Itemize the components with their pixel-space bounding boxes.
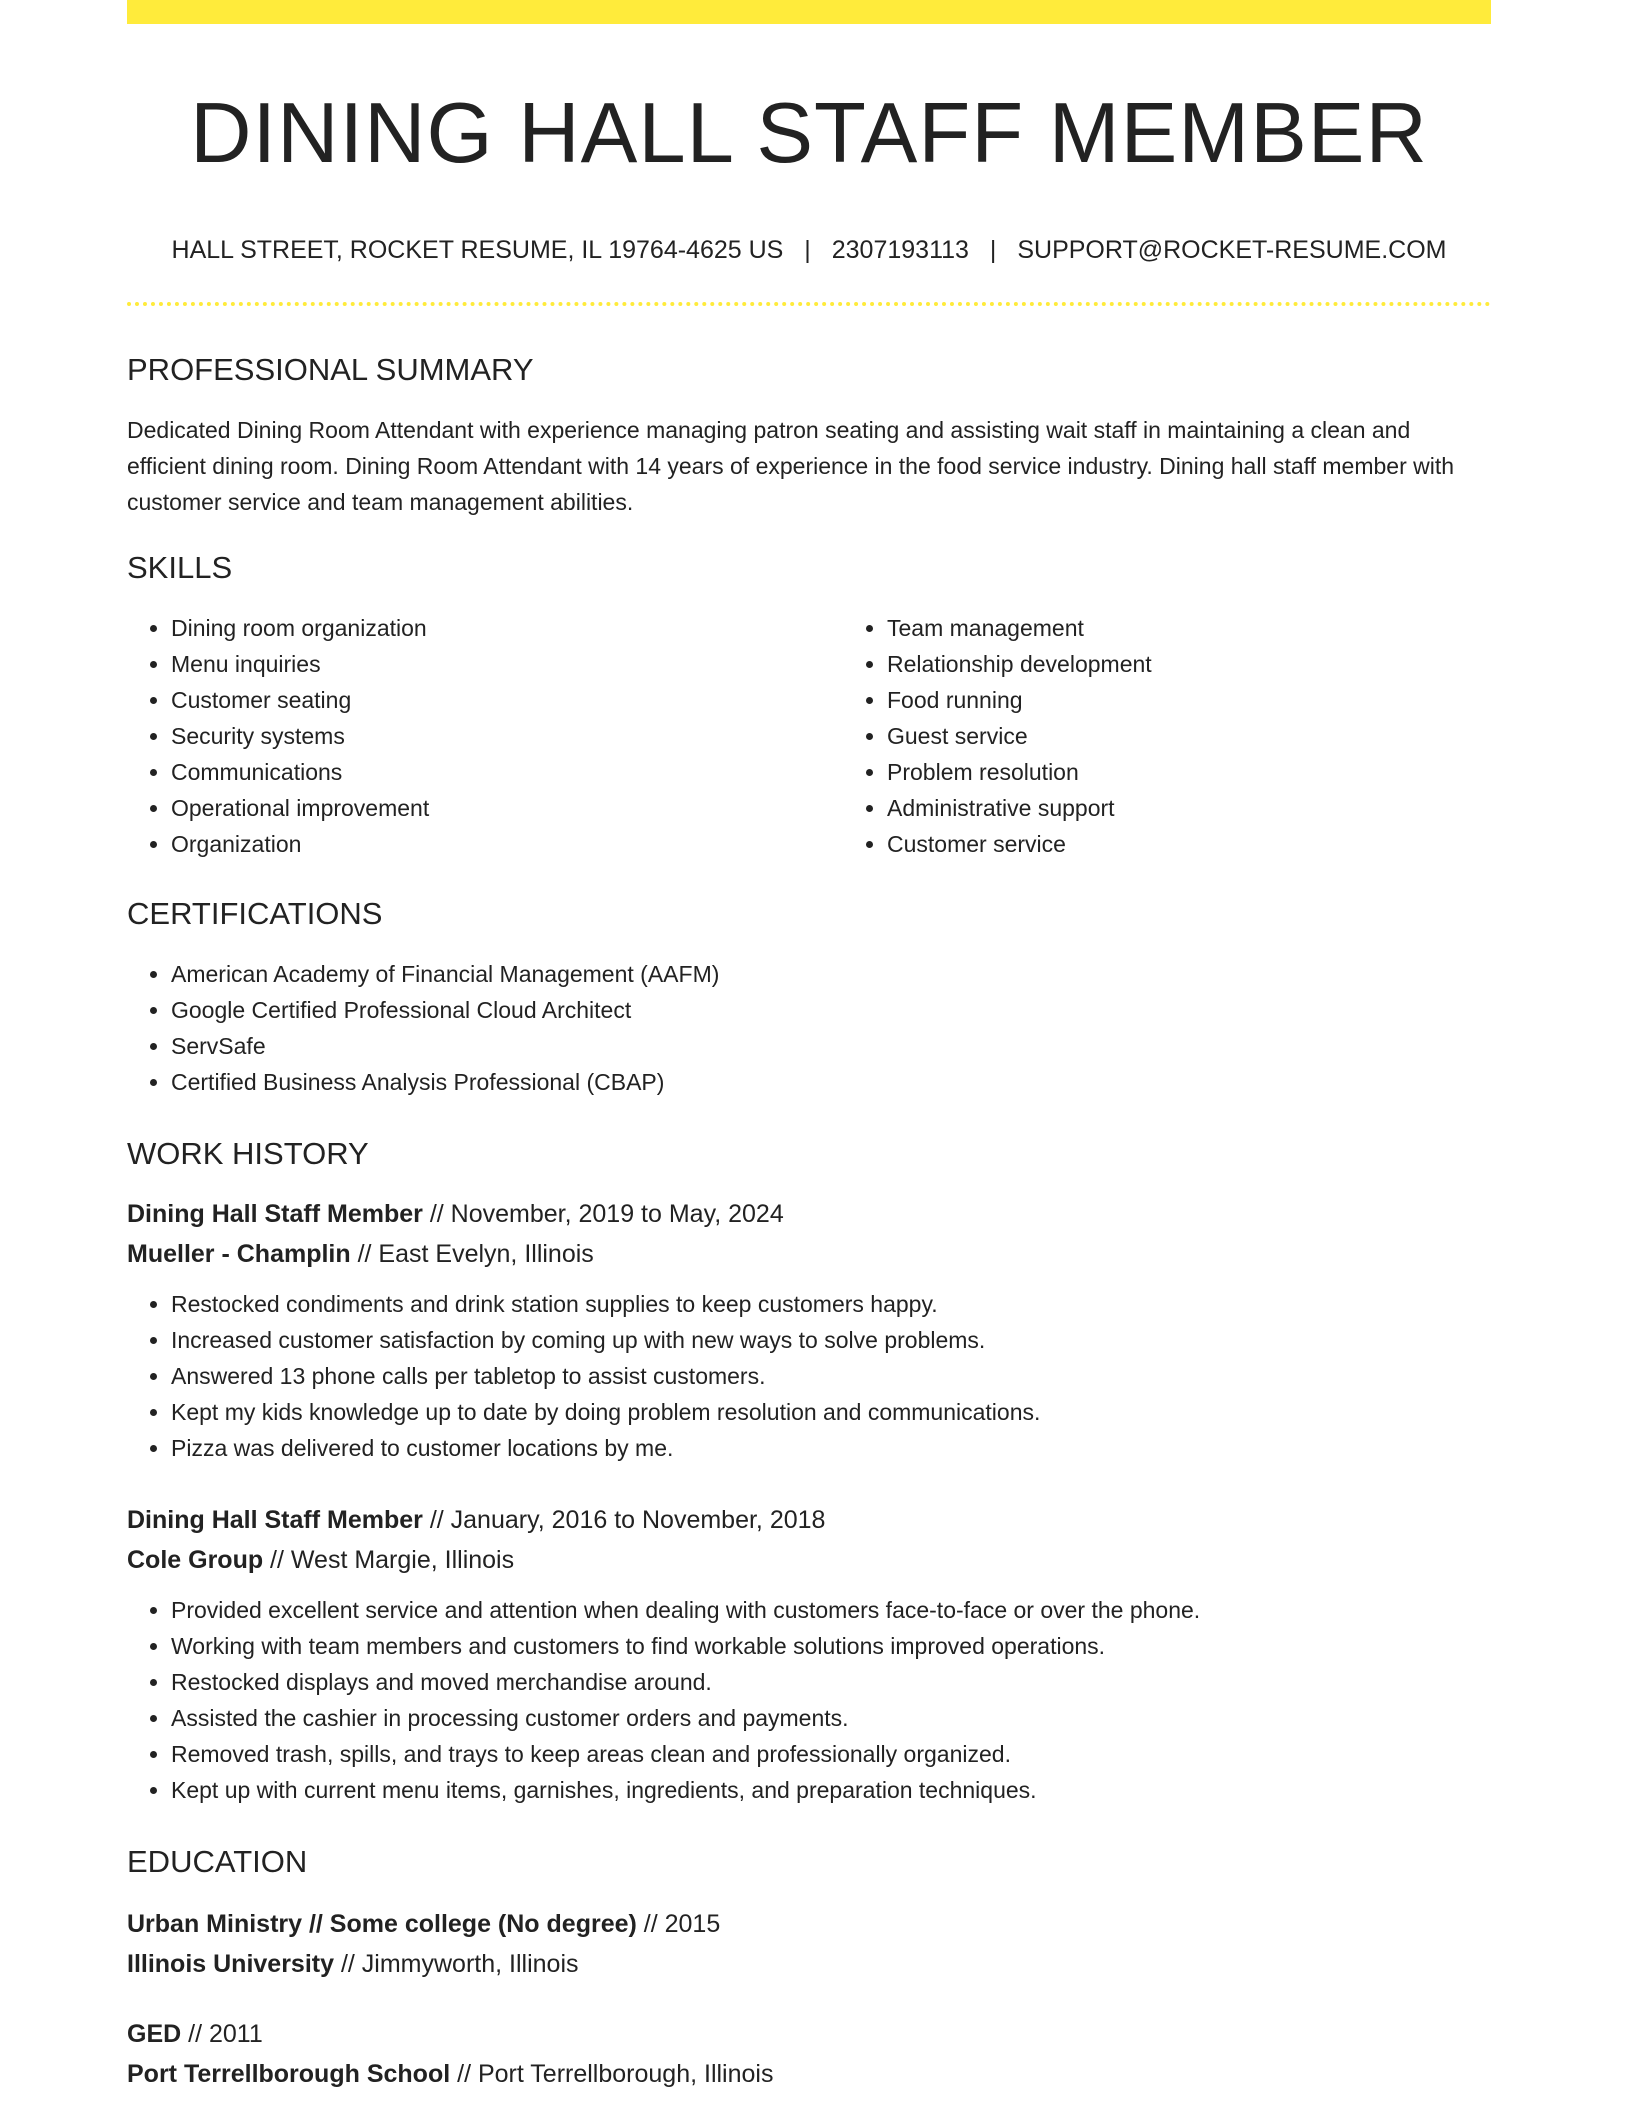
skills-list-right xyxy=(843,610,1559,862)
resume-content xyxy=(127,24,1491,2094)
summary-text: Dedicated Dining Room Attendant with experience managing patron seating and assisting wait staff in maintaining a clean and efficient dining room. Dining Room Attendant with 14 years of experience in the food service industry. Dining hall staff member with customer service and team management abilities. xyxy=(127,417,1455,515)
skills-heading: SKILLS xyxy=(127,550,233,585)
skill-item: • Customer seating xyxy=(171,682,843,718)
education-location: // Jimmyworth, Illinois xyxy=(334,1950,579,1978)
work-history-heading: WORK HISTORY xyxy=(127,1136,369,1171)
job-duty: • Assisted the cashier in processing customer orders and payments. xyxy=(171,1700,1491,1736)
education-year: // 2011 xyxy=(181,2020,263,2048)
education-entry xyxy=(127,1904,1491,1984)
skill-item: • Team management xyxy=(887,610,1559,646)
dotted-divider xyxy=(127,302,1491,306)
job-dates: // January, 2016 to November, 2018 xyxy=(422,1506,826,1534)
contact-phone: 2307193113 xyxy=(831,236,969,264)
job-duty: • Provided excellent service and attention when dealing with customers face-to-face or over the phone. xyxy=(171,1592,1491,1628)
job-title-line xyxy=(127,1194,1491,1234)
job-duty: • Restocked condiments and drink station supplies to keep customers happy. xyxy=(171,1286,1491,1322)
certification-item: • American Academy of Financial Management (AAFM) xyxy=(171,956,1491,992)
certification-item: • Google Certified Professional Cloud Architect xyxy=(171,992,1491,1028)
skill-item: • Guest service xyxy=(887,718,1559,754)
job-entry xyxy=(127,1500,1491,1808)
job-duty: • Kept up with current menu items, garnishes, ingredients, and preparation techniques. xyxy=(171,1772,1491,1808)
certifications-heading: CERTIFICATIONS xyxy=(127,896,383,931)
education-location: // Port Terrellborough, Illinois xyxy=(450,2060,774,2088)
job-duty: • Increased customer satisfaction by coming up with new ways to solve problems. xyxy=(171,1322,1491,1358)
education-school: Illinois University xyxy=(127,1950,335,1978)
skill-item: • Administrative support xyxy=(887,790,1559,826)
top-accent-bar xyxy=(127,0,1491,24)
skills-columns xyxy=(127,610,1491,862)
job-location: // East Evelyn, Illinois xyxy=(350,1240,594,1268)
education-degree: GED xyxy=(127,2020,182,2048)
job-entry xyxy=(127,1194,1491,1466)
skill-item: • Relationship development xyxy=(887,646,1559,682)
skills-list-left xyxy=(127,610,843,862)
job-duty: • Restocked displays and moved merchandise around. xyxy=(171,1664,1491,1700)
job-duty: • Removed trash, spills, and trays to keep areas clean and professionally organized. xyxy=(171,1736,1491,1772)
contact-line xyxy=(127,234,1491,266)
education-school: Port Terrellborough School xyxy=(127,2060,451,2088)
job-company: Cole Group xyxy=(127,1546,264,1574)
contact-address: HALL STREET, ROCKET RESUME, IL 19764-4625 US xyxy=(171,236,784,264)
skill-item: • Operational improvement xyxy=(171,790,843,826)
education-heading: EDUCATION xyxy=(127,1844,308,1879)
education-school-line xyxy=(127,2054,1491,2094)
skill-item: • Menu inquiries xyxy=(171,646,843,682)
resume-name: DINING HALL STAFF MEMBER xyxy=(190,86,1428,181)
skill-item: • Customer service xyxy=(887,826,1559,862)
job-company-line xyxy=(127,1234,1491,1274)
education-entry xyxy=(127,2014,1491,2094)
education-degree-line xyxy=(127,2014,1491,2054)
job-role: Dining Hall Staff Member xyxy=(127,1200,423,1228)
job-company: Mueller - Champlin xyxy=(127,1240,351,1268)
certification-item: • Certified Business Analysis Professional (CBAP) xyxy=(171,1064,1491,1100)
skill-item: • Dining room organization xyxy=(171,610,843,646)
education-school-line xyxy=(127,1944,1491,1984)
summary-heading: PROFESSIONAL SUMMARY xyxy=(127,352,534,387)
job-dates: // November, 2019 to May, 2024 xyxy=(422,1200,784,1228)
skill-item: • Communications xyxy=(171,754,843,790)
skill-item: • Problem resolution xyxy=(887,754,1559,790)
job-location: // West Margie, Illinois xyxy=(263,1546,515,1574)
education-degree-line xyxy=(127,1904,1491,1944)
job-company-line xyxy=(127,1540,1491,1580)
skill-item: • Organization xyxy=(171,826,843,862)
contact-separator: | xyxy=(989,236,997,264)
job-duty: • Answered 13 phone calls per tabletop to assist customers. xyxy=(171,1358,1491,1394)
job-duty: • Kept my kids knowledge up to date by doing problem resolution and communications. xyxy=(171,1394,1491,1430)
certifications-list xyxy=(127,956,1491,1100)
education-degree: Urban Ministry // Some college (No degree) xyxy=(127,1910,637,1938)
job-duty: • Pizza was delivered to customer locations by me. xyxy=(171,1430,1491,1466)
contact-email: SUPPORT@ROCKET-RESUME.COM xyxy=(1017,236,1447,264)
certification-item: • ServSafe xyxy=(171,1028,1491,1064)
education-year: // 2015 xyxy=(636,1910,721,1938)
job-title-line xyxy=(127,1500,1491,1540)
skill-item: • Food running xyxy=(887,682,1559,718)
job-duties-list xyxy=(127,1286,1491,1466)
skill-item: • Security systems xyxy=(171,718,843,754)
job-duty: • Working with team members and customers to find workable solutions improved operations. xyxy=(171,1628,1491,1664)
contact-separator: | xyxy=(804,236,811,264)
job-role: Dining Hall Staff Member xyxy=(127,1506,423,1534)
job-duties-list xyxy=(127,1592,1491,1808)
